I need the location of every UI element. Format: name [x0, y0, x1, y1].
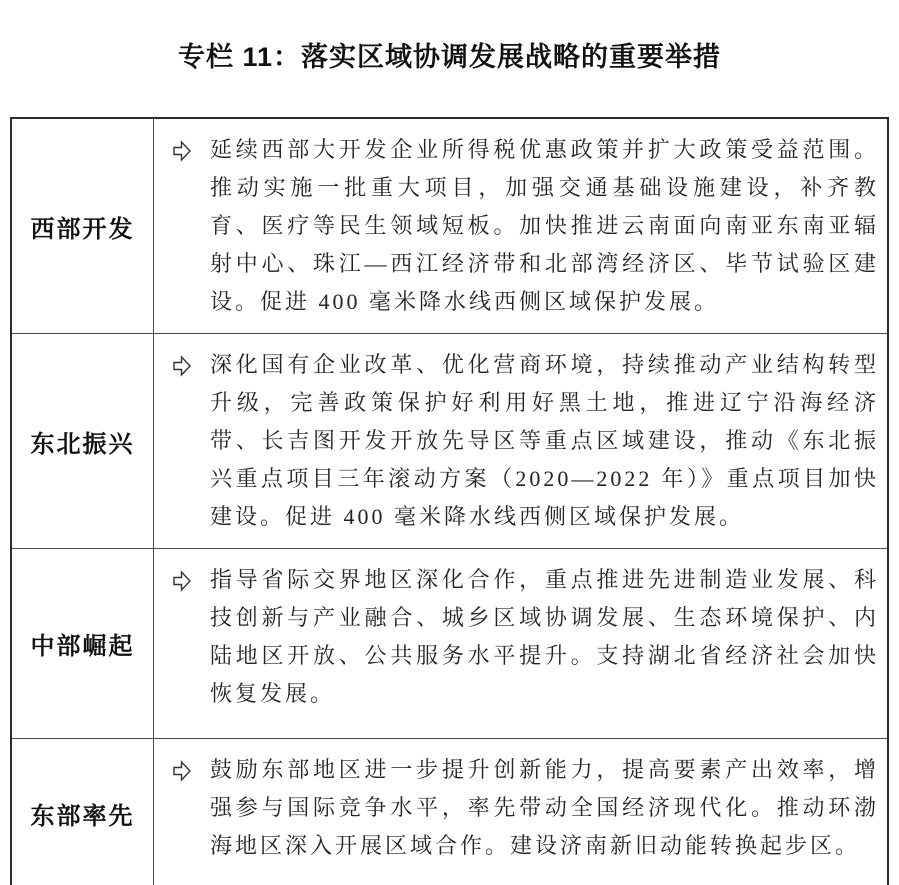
- rightwards-white-arrow-icon: [172, 355, 192, 377]
- row-label: 东部率先: [12, 739, 154, 885]
- row-content: [154, 549, 887, 738]
- table-row: [12, 119, 887, 333]
- row-text: 鼓励东部地区进一步提升创新能力，提高要素产出效率，增强参与国际竞争水平，率先带动全国经济现代化。推动环渤海地区深入开展区域合作。建设济南新旧动能转换起步区。: [210, 757, 879, 858]
- rightwards-white-arrow-icon: [172, 760, 192, 782]
- table-row: [12, 738, 887, 885]
- row-label: 东北振兴: [12, 334, 154, 548]
- table-row: [12, 333, 887, 548]
- row-label: 中部崛起: [12, 549, 154, 738]
- row-content: [154, 119, 887, 333]
- rightwards-white-arrow-icon: [172, 140, 192, 162]
- rightwards-white-arrow-icon: [172, 570, 192, 592]
- row-content: [154, 334, 887, 548]
- row-text: 指导省际交界地区深化合作，重点推进先进制造业发展、科技创新与产业融合、城乡区域协调发展、生态环境保护、内陆地区开放、公共服务水平提升。支持湖北省经济社会加快恢复发展。: [210, 567, 879, 706]
- row-label: 西部开发: [12, 119, 154, 333]
- measures-table: [10, 117, 889, 885]
- table-row: [12, 548, 887, 738]
- page-title: 专栏 11：落实区域协调发展战略的重要举措: [177, 42, 722, 72]
- row-text: 深化国有企业改革、优化营商环境，持续推动产业结构转型升级，完善政策保护好利用好黑土地，推进辽宁沿海经济带、长吉图开发开放先导区等重点区域建设，推动《东北振兴重点项目三年滚动方案（2020—2022 年）》重点项目加快建设。促进 400 毫米降水线西侧区域保护发展。: [210, 352, 879, 529]
- row-content: [154, 739, 887, 885]
- row-text: 延续西部大开发企业所得税优惠政策并扩大政策受益范围。推动实施一批重大项目，加强交通基础设施建设，补齐教育、医疗等民生领域短板。加快推进云南面向南亚东南亚辐射中心、珠江—西江经济带和北部湾经济区、毕节试验区建设。促进 400 毫米降水线西侧区域保护发展。: [210, 137, 879, 314]
